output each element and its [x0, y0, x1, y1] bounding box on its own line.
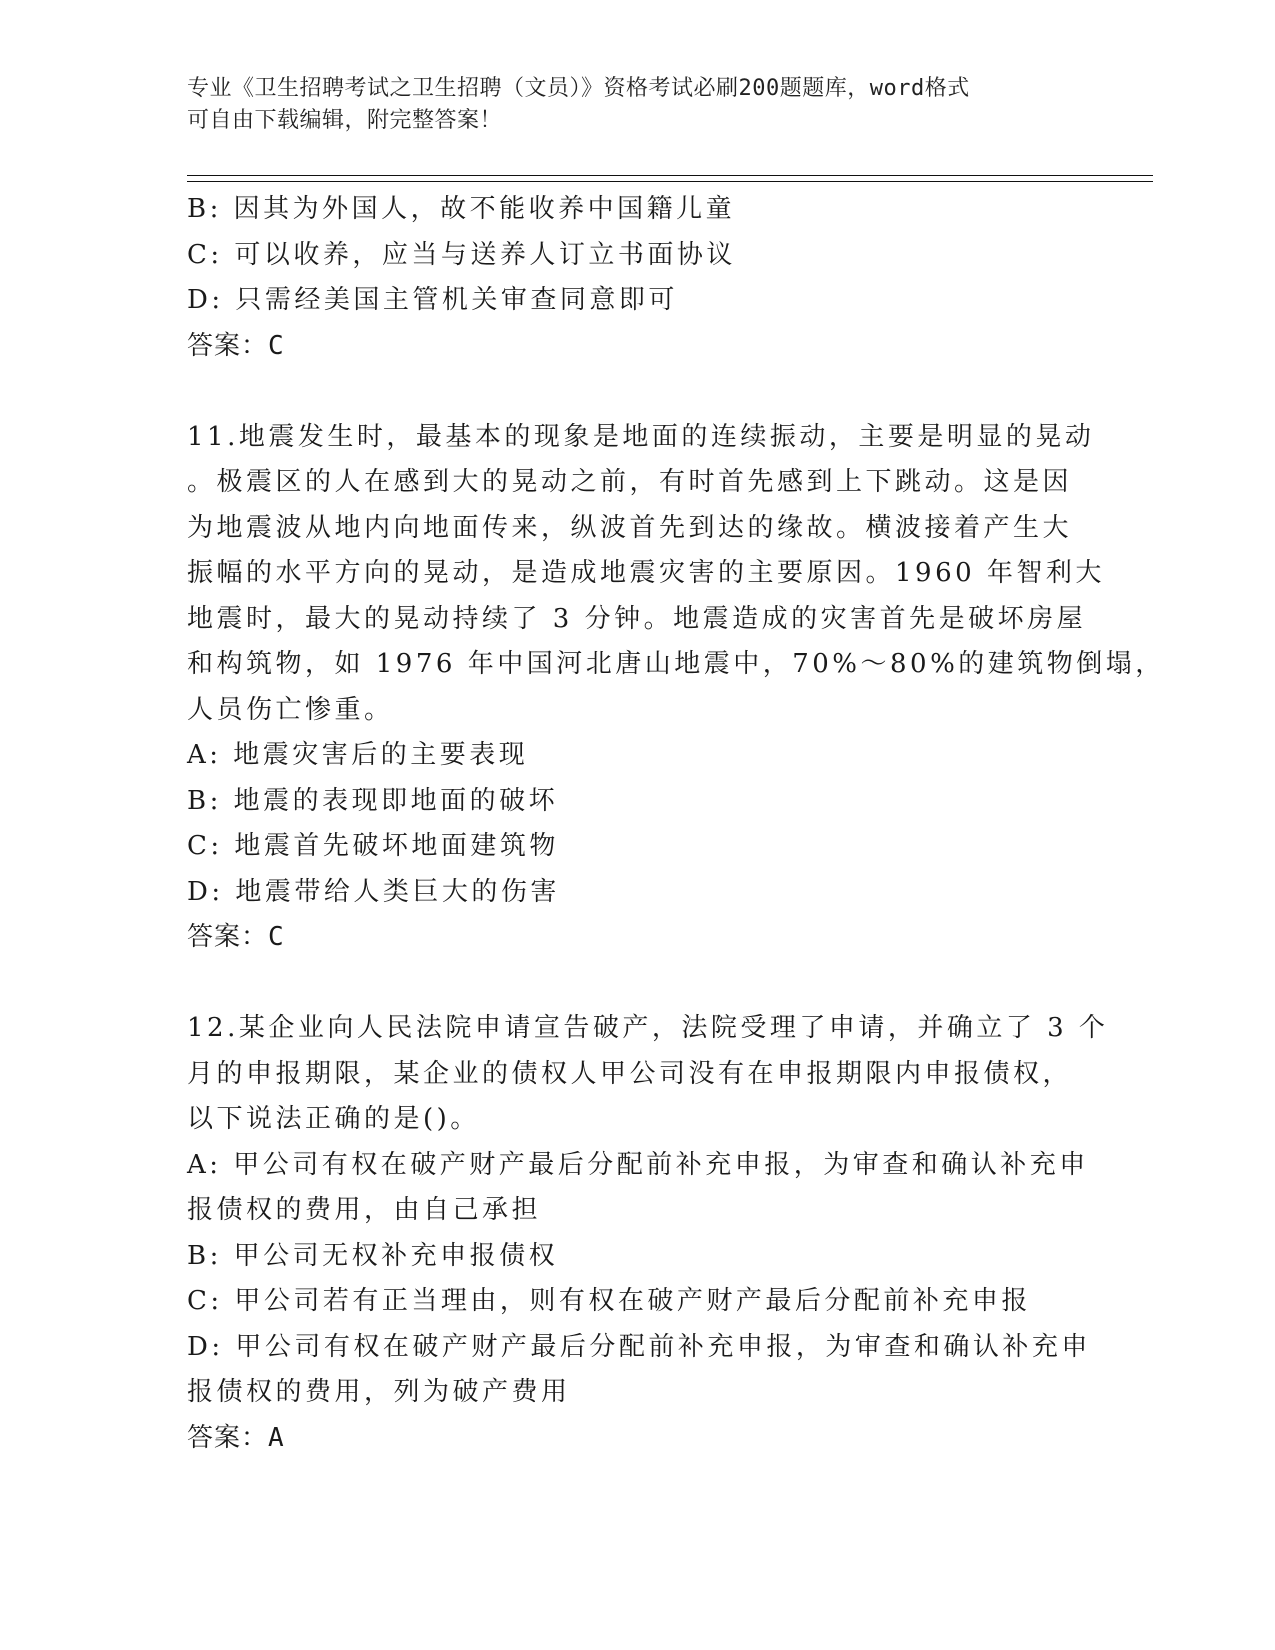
spacer [187, 369, 1067, 415]
option-b: B: 因其为外国人，故不能收养中国籍儿童 [187, 194, 736, 224]
answer-label: 答案： [187, 1422, 269, 1453]
answer-line [187, 915, 1067, 961]
header-divider-thick [187, 181, 1153, 182]
header-divider-thin [187, 175, 1153, 176]
stem-line: 为地震波从地内向地面传来，纵波首先到达的缘故。横波接着产生大 [187, 512, 1073, 543]
option-a-line-1: A: 甲公司有权在破产财产最后分配前补充申报，为审查和确认补充申 [187, 1149, 1089, 1180]
spacer [187, 961, 1067, 1007]
stem-line: 11.地震发生时，最基本的现象是地面的连续振动，主要是明显的晃动 [187, 421, 1095, 452]
stem-line: 人员伤亡惨重。 [187, 694, 394, 725]
answer-value: C [268, 922, 285, 952]
question-stem [187, 1006, 1109, 1143]
option-a-line-2: 报债权的费用，由自己承担 [187, 1195, 542, 1225]
answer-line [187, 1416, 1067, 1462]
option-b: B: 甲公司无权补充申报债权 [187, 1240, 559, 1271]
stem-line: 。极震区的人在感到大的晃动之前，有时首先感到上下跳动。这是因 [187, 467, 1073, 497]
stem-line: 地震时，最大的晃动持续了 3 分钟。地震造成的灾害首先是破坏房屋 [187, 603, 1087, 634]
stem-line: 12.某企业向人民法院申请宣告破产，法院受理了申请，并确立了 3 个 [187, 1013, 1109, 1043]
question-stem [187, 415, 1165, 734]
option-c: C: 甲公司若有正当理由，则有权在破产财产最后分配前补充申报 [187, 1286, 1031, 1316]
question-12 [187, 1006, 1109, 1461]
option-a: A: 地震灾害后的主要表现 [187, 740, 529, 770]
answer-label: 答案： [187, 330, 269, 361]
answer-value: C [268, 330, 285, 361]
header-line-1: 专业《卫生招聘考试之卫生招聘（文员）》资格考试必刷200题题库，word格式 [187, 76, 970, 101]
option-d: D: 只需经美国主管机关审查同意即可 [187, 285, 678, 315]
header-line-2: 可自由下载编辑，附完整答案！ [187, 108, 503, 133]
stem-line: 和构筑物，如 1976 年中国河北唐山地震中，70%～80%的建筑物倒塌， [187, 649, 1165, 679]
option-b: B: 地震的表现即地面的破坏 [187, 785, 559, 816]
answer-label: 答案： [187, 922, 269, 952]
option-c: C: 可以收养，应当与送养人订立书面协议 [187, 239, 736, 270]
question-10-tail [187, 187, 1067, 369]
option-c: C: 地震首先破坏地面建筑物 [187, 831, 559, 861]
stem-line: 月的申报期限，某企业的债权人甲公司没有在申报期限内申报债权， [187, 1058, 1073, 1089]
question-11 [187, 415, 1165, 961]
option-d: D: 地震带给人类巨大的伤害 [187, 876, 560, 907]
answer-value: A [268, 1422, 285, 1453]
answer-line [187, 324, 1067, 370]
option-d-line-1: D: 甲公司有权在破产财产最后分配前补充申报，为审查和确认补充申 [187, 1331, 1091, 1362]
page-header [187, 73, 1067, 137]
stem-line: 以下说法正确的是()。 [187, 1104, 480, 1134]
stem-line: 振幅的水平方向的晃动，是造成地震灾害的主要原因。1960 年智利大 [187, 558, 1105, 588]
option-d-line-2: 报债权的费用，列为破产费用 [187, 1377, 571, 1407]
document-body [187, 187, 1165, 1461]
